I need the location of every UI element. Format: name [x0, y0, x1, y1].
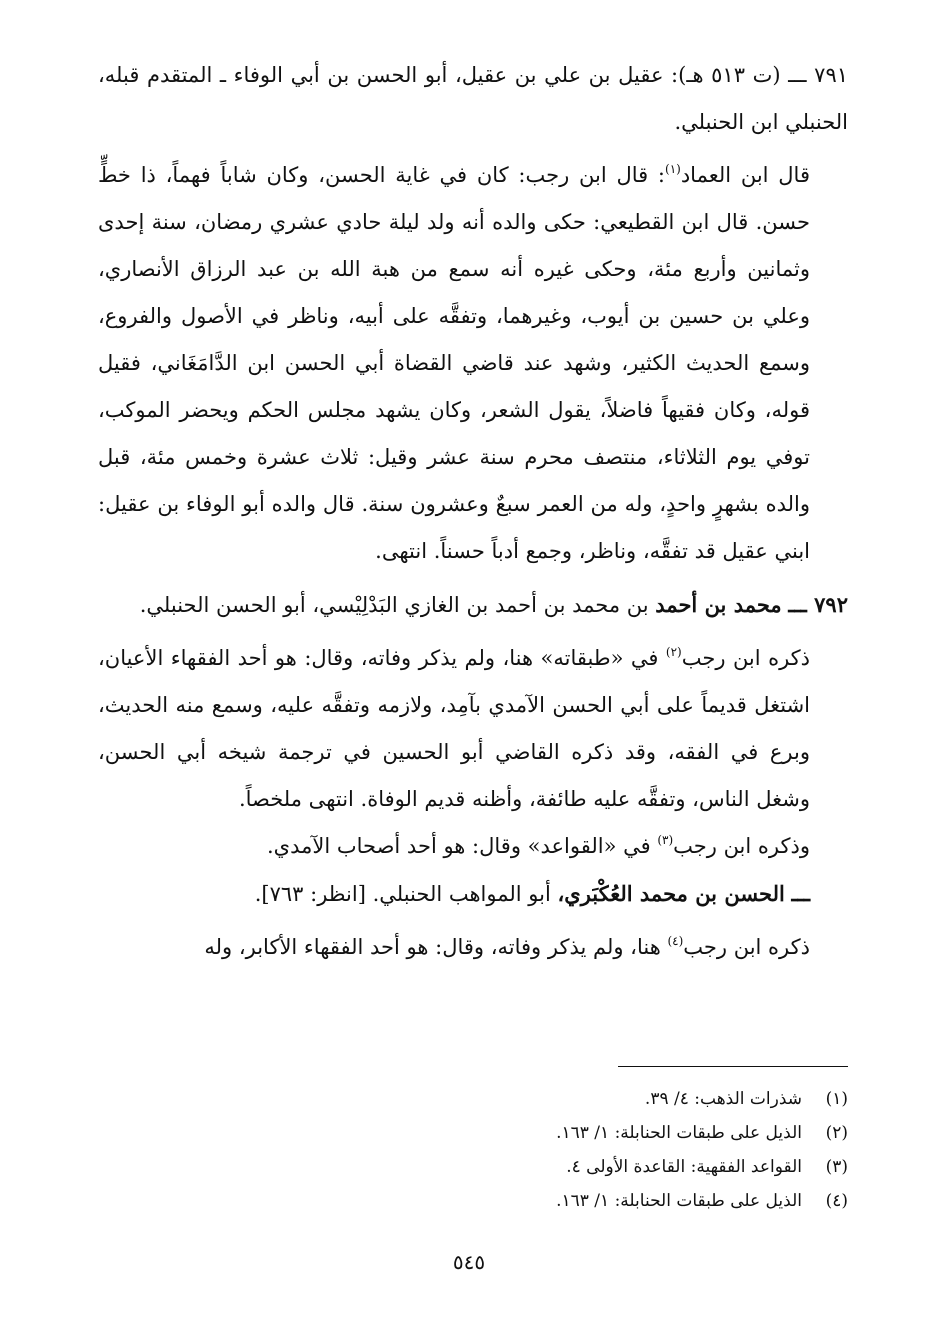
- footnote-ref-1[interactable]: (١): [665, 162, 681, 176]
- footnote-separator: [618, 1066, 848, 1067]
- entry-792: [98, 581, 848, 629]
- paragraph-lead: ذكره ابن رجب: [681, 646, 811, 670]
- footnote-number: (١): [825, 1089, 848, 1109]
- footnote-item: [98, 1184, 848, 1218]
- paragraph-lead: ذكره ابن رجب: [683, 935, 810, 959]
- paragraph-akabir: [98, 924, 848, 971]
- footnote-text: الذيل على طبقات الحنابلة: ١/ ١٦٣.: [556, 1123, 802, 1143]
- paragraph-text: : قال ابن رجب: كان في غاية الحسن، وكان شاباً فهماً، ذا خطٍّ حسن. قال ابن القطيعي: حكى والده أنه ولد ليلة حادي عشري رمضان، سنة إحدى وثمانين وأربع مئة، وحكى غيره أنه سمع من هبة الله بن عبد الرزاق الأنصاري، وعلي بن حسين بن أيوب، وغيرهما، وتفقَّه على أبيه، وناظر في الأصول والفروع، وسمع الحديث الكثير، وشهد عند قاضي القضاة أبي الحسن ابن الدَّامَغَاني، فقيل قوله، وكان فقيهاً فاضلاً، يقول الشعر، وكان يشهد مجلس الحكم ويحضر الموكب، توفي يوم الثلاثاء، منتصف محرم سنة عشر وقيل: ثلاث عشرة وخمس مئة، قبل والده بشهرٍ واحدٍ، وله من العمر سبعٌ وعشرون سنة. قال والده أبو الوفاء بن عقيل: ابني عقيل قد تفقَّه، وناظر، وجمع أدباً حسناً. انتهى.: [98, 163, 810, 563]
- footnote-ref-4[interactable]: (٤): [667, 934, 684, 948]
- paragraph-text: هنا، ولم يذكر وفاته، وقال: هو أحد الفقهاء الأكابر، وله: [204, 935, 661, 959]
- paragraph-ibn-al-imad: [98, 152, 848, 575]
- entry-cross-reference: [98, 870, 848, 918]
- page-body: [98, 52, 848, 971]
- footnote-item: [98, 1082, 848, 1116]
- entry-791: [98, 52, 848, 146]
- footnotes: [98, 1082, 848, 1218]
- paragraph-text: في «القواعد» وقال: هو أحد أصحاب الآمدي.: [267, 834, 651, 858]
- footnote-number: (٢): [825, 1123, 848, 1143]
- entry-name: الحسن بن محمد العُكْبَري،: [557, 881, 785, 906]
- footnote-ref-2[interactable]: (٢): [665, 645, 682, 659]
- footnote-item: [98, 1150, 848, 1184]
- footnote-ref-3[interactable]: (٣): [657, 833, 674, 847]
- footnote-text: شذرات الذهب: ٤/ ٣٩.: [644, 1089, 802, 1109]
- footnote-text: الذيل على طبقات الحنابلة: ١/ ١٦٣.: [556, 1191, 802, 1211]
- paragraph-lead: وذكره ابن رجب: [673, 834, 810, 858]
- entry-dash: ـــ: [791, 881, 810, 906]
- footnote-text: القواعد الفقهية: القاعدة الأولى ٤.: [566, 1157, 802, 1177]
- paragraph-lead: قال ابن العماد: [680, 163, 810, 187]
- entry-text: أبو المواهب الحنبلي. [انظر: ٧٦٣].: [254, 882, 551, 906]
- entry-792-number: ٧٩٢ ـــ: [788, 592, 848, 617]
- paragraph-qawaid: [98, 823, 848, 870]
- paragraph-tabaqat: [98, 635, 848, 823]
- entry-792-text: بن محمد بن أحمد بن الغازي البَدْلِيْسي، أبو الحسن الحنبلي.: [139, 593, 649, 617]
- entry-791-number: ٧٩١ ـــ: [788, 63, 849, 87]
- footnote-number: (٤): [825, 1191, 848, 1211]
- entry-792-name: محمد بن أحمد: [655, 592, 782, 617]
- footnote-item: [98, 1116, 848, 1150]
- page-number: ٥٤٥: [452, 1250, 486, 1274]
- entry-791-text: (ت ٥١٣ هـ): عقيل بن علي بن عقيل، أبو الحسن بن أبي الوفاء ـ المتقدم قبله، الحنبلي ابن الحنبلي.: [98, 63, 848, 134]
- paragraph-text: في «طبقاته» هنا، ولم يذكر وفاته، وقال: هو أحد الفقهاء الأعيان، اشتغل قديماً على أبي الحسن الآمدي بآمِد، ولازمه وتفقَّه عليه، وسمع منه الحديث، وبرع في الفقه، وقد ذكره القاضي أبو الحسين في ترجمة شيخه أبي الحسن، وشغل الناس، وتفقَّه عليه طائفة، وأظنه قديم الوفاة. انتهى ملخصاً.: [98, 646, 810, 811]
- footnote-number: (٣): [825, 1157, 848, 1177]
